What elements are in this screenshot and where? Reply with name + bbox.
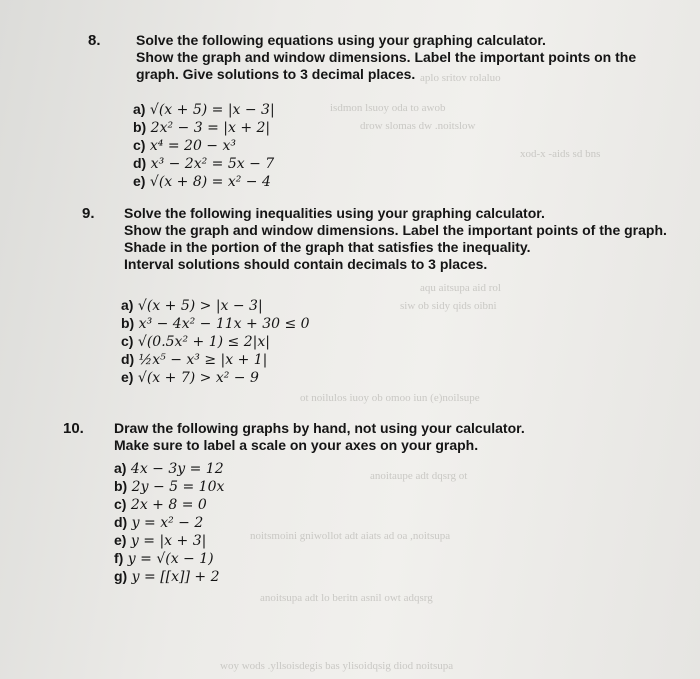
graph-equation: 2x + 8 = 0	[130, 497, 207, 513]
bleed-through-text: aqu aitsupa aid rol	[420, 282, 501, 294]
instruction-line: Show the graph and window dimensions. Label the important points of the graph.	[124, 222, 667, 238]
problem-8-number: 8.	[88, 32, 101, 49]
list-item	[121, 296, 310, 314]
inequality: x³ − 4x² − 11x + 30 ≤ 0	[138, 316, 310, 332]
list-item	[121, 314, 310, 332]
item-label: a)	[114, 460, 127, 476]
problem-10-list	[114, 459, 224, 585]
problem-9-number: 9.	[82, 205, 95, 222]
inequality: √(0.5x² + 1) ≤ 2|x|	[137, 334, 270, 350]
problem-10-instructions	[114, 420, 634, 454]
item-label: b)	[121, 315, 135, 331]
item-label: c)	[114, 496, 127, 512]
instruction-line: Draw the following graphs by hand, not using your calculator.	[114, 420, 525, 436]
instruction-line: Shade in the portion of the graph that satisfies the inequality.	[124, 239, 531, 255]
equation: √(x + 8) = x² − 4	[149, 174, 271, 190]
instruction-line: Interval solutions should contain decimals to 3 places.	[124, 256, 488, 272]
problem-10-number: 10.	[63, 420, 84, 437]
equation: x⁴ = 20 − x³	[149, 138, 236, 154]
list-item	[133, 136, 275, 154]
inequality: √(x + 5) > |x − 3|	[137, 298, 263, 314]
graph-equation: 4x − 3y = 12	[130, 461, 224, 477]
list-item	[133, 118, 275, 136]
list-item	[114, 531, 224, 549]
problem-8-instructions	[136, 32, 656, 83]
item-label: d)	[121, 351, 135, 367]
instruction-line: Make sure to label a scale on your axes on your graph.	[114, 437, 479, 453]
list-item	[121, 350, 310, 368]
item-label: a)	[121, 297, 134, 313]
graph-equation: 2y − 5 = 10x	[131, 479, 225, 495]
bleed-through-text: anoitaupe adt dqsrg ot	[370, 470, 468, 482]
equation: √(x + 5) = |x − 3|	[149, 102, 275, 118]
bleed-through-text: aplo sritov rolaluo	[420, 72, 501, 84]
list-item	[121, 332, 310, 350]
bleed-through-text: siw ob sidy qids oibni	[400, 300, 497, 312]
problem-8-list	[133, 100, 275, 190]
graph-equation: y = |x + 3|	[130, 533, 207, 549]
list-item	[114, 549, 224, 567]
list-item	[133, 100, 275, 118]
item-label: e)	[121, 369, 134, 385]
item-label: a)	[133, 101, 146, 117]
list-item	[114, 567, 224, 585]
item-label: g)	[114, 568, 128, 584]
equation: x³ − 2x² = 5x − 7	[150, 156, 275, 172]
list-item	[114, 495, 224, 513]
list-item	[133, 154, 275, 172]
bleed-through-text: noitsmoini gniwollot adt aiats ad oa ,noitsupa	[250, 530, 451, 542]
instruction-line: Solve the following inequalities using your graphing calculator.	[124, 205, 545, 221]
item-label: c)	[121, 333, 134, 349]
item-label: f)	[114, 550, 124, 566]
problem-9-list	[121, 296, 310, 386]
problem-9-instructions	[124, 205, 694, 273]
bleed-through-text: drow slomas dw .noitslow	[360, 120, 476, 132]
bleed-through-text: xod-x -aids sd bns	[520, 148, 601, 160]
bleed-through-text: isdmon lsuoy oda to awob	[330, 102, 446, 114]
bleed-through-text: anoitsupa adt lo beritn asnil owt adqsrg	[260, 592, 433, 604]
instruction-line: Solve the following equations using your graphing calculator.	[136, 32, 546, 48]
graph-equation: y = [[x]] + 2	[131, 569, 220, 585]
item-label: e)	[114, 532, 127, 548]
graph-equation: y = x² − 2	[131, 515, 204, 531]
inequality: ½x⁵ − x³ ≥ |x + 1|	[138, 352, 268, 368]
bleed-through-text: ot noilulos iuoy ob omoo iun (e)noilsupe	[300, 392, 480, 404]
list-item	[114, 459, 224, 477]
item-label: b)	[133, 119, 147, 135]
item-label: d)	[133, 155, 147, 171]
item-label: b)	[114, 478, 128, 494]
instruction-line: graph. Give solutions to 3 decimal places.	[136, 66, 416, 82]
equation: 2x² − 3 = |x + 2|	[150, 120, 271, 136]
graph-equation: y = √(x − 1)	[127, 551, 214, 567]
bleed-through-text: woy wods .yllsoisdegis bas ylisoidqsig diod noitsupa	[220, 660, 454, 672]
item-label: c)	[133, 137, 146, 153]
list-item	[114, 513, 224, 531]
item-label: e)	[133, 173, 146, 189]
item-label: d)	[114, 514, 128, 530]
instruction-line: Show the graph and window dimensions. Label the important points on the	[136, 49, 637, 65]
inequality: √(x + 7) > x² − 9	[137, 370, 259, 386]
list-item	[121, 368, 310, 386]
list-item	[133, 172, 275, 190]
list-item	[114, 477, 224, 495]
